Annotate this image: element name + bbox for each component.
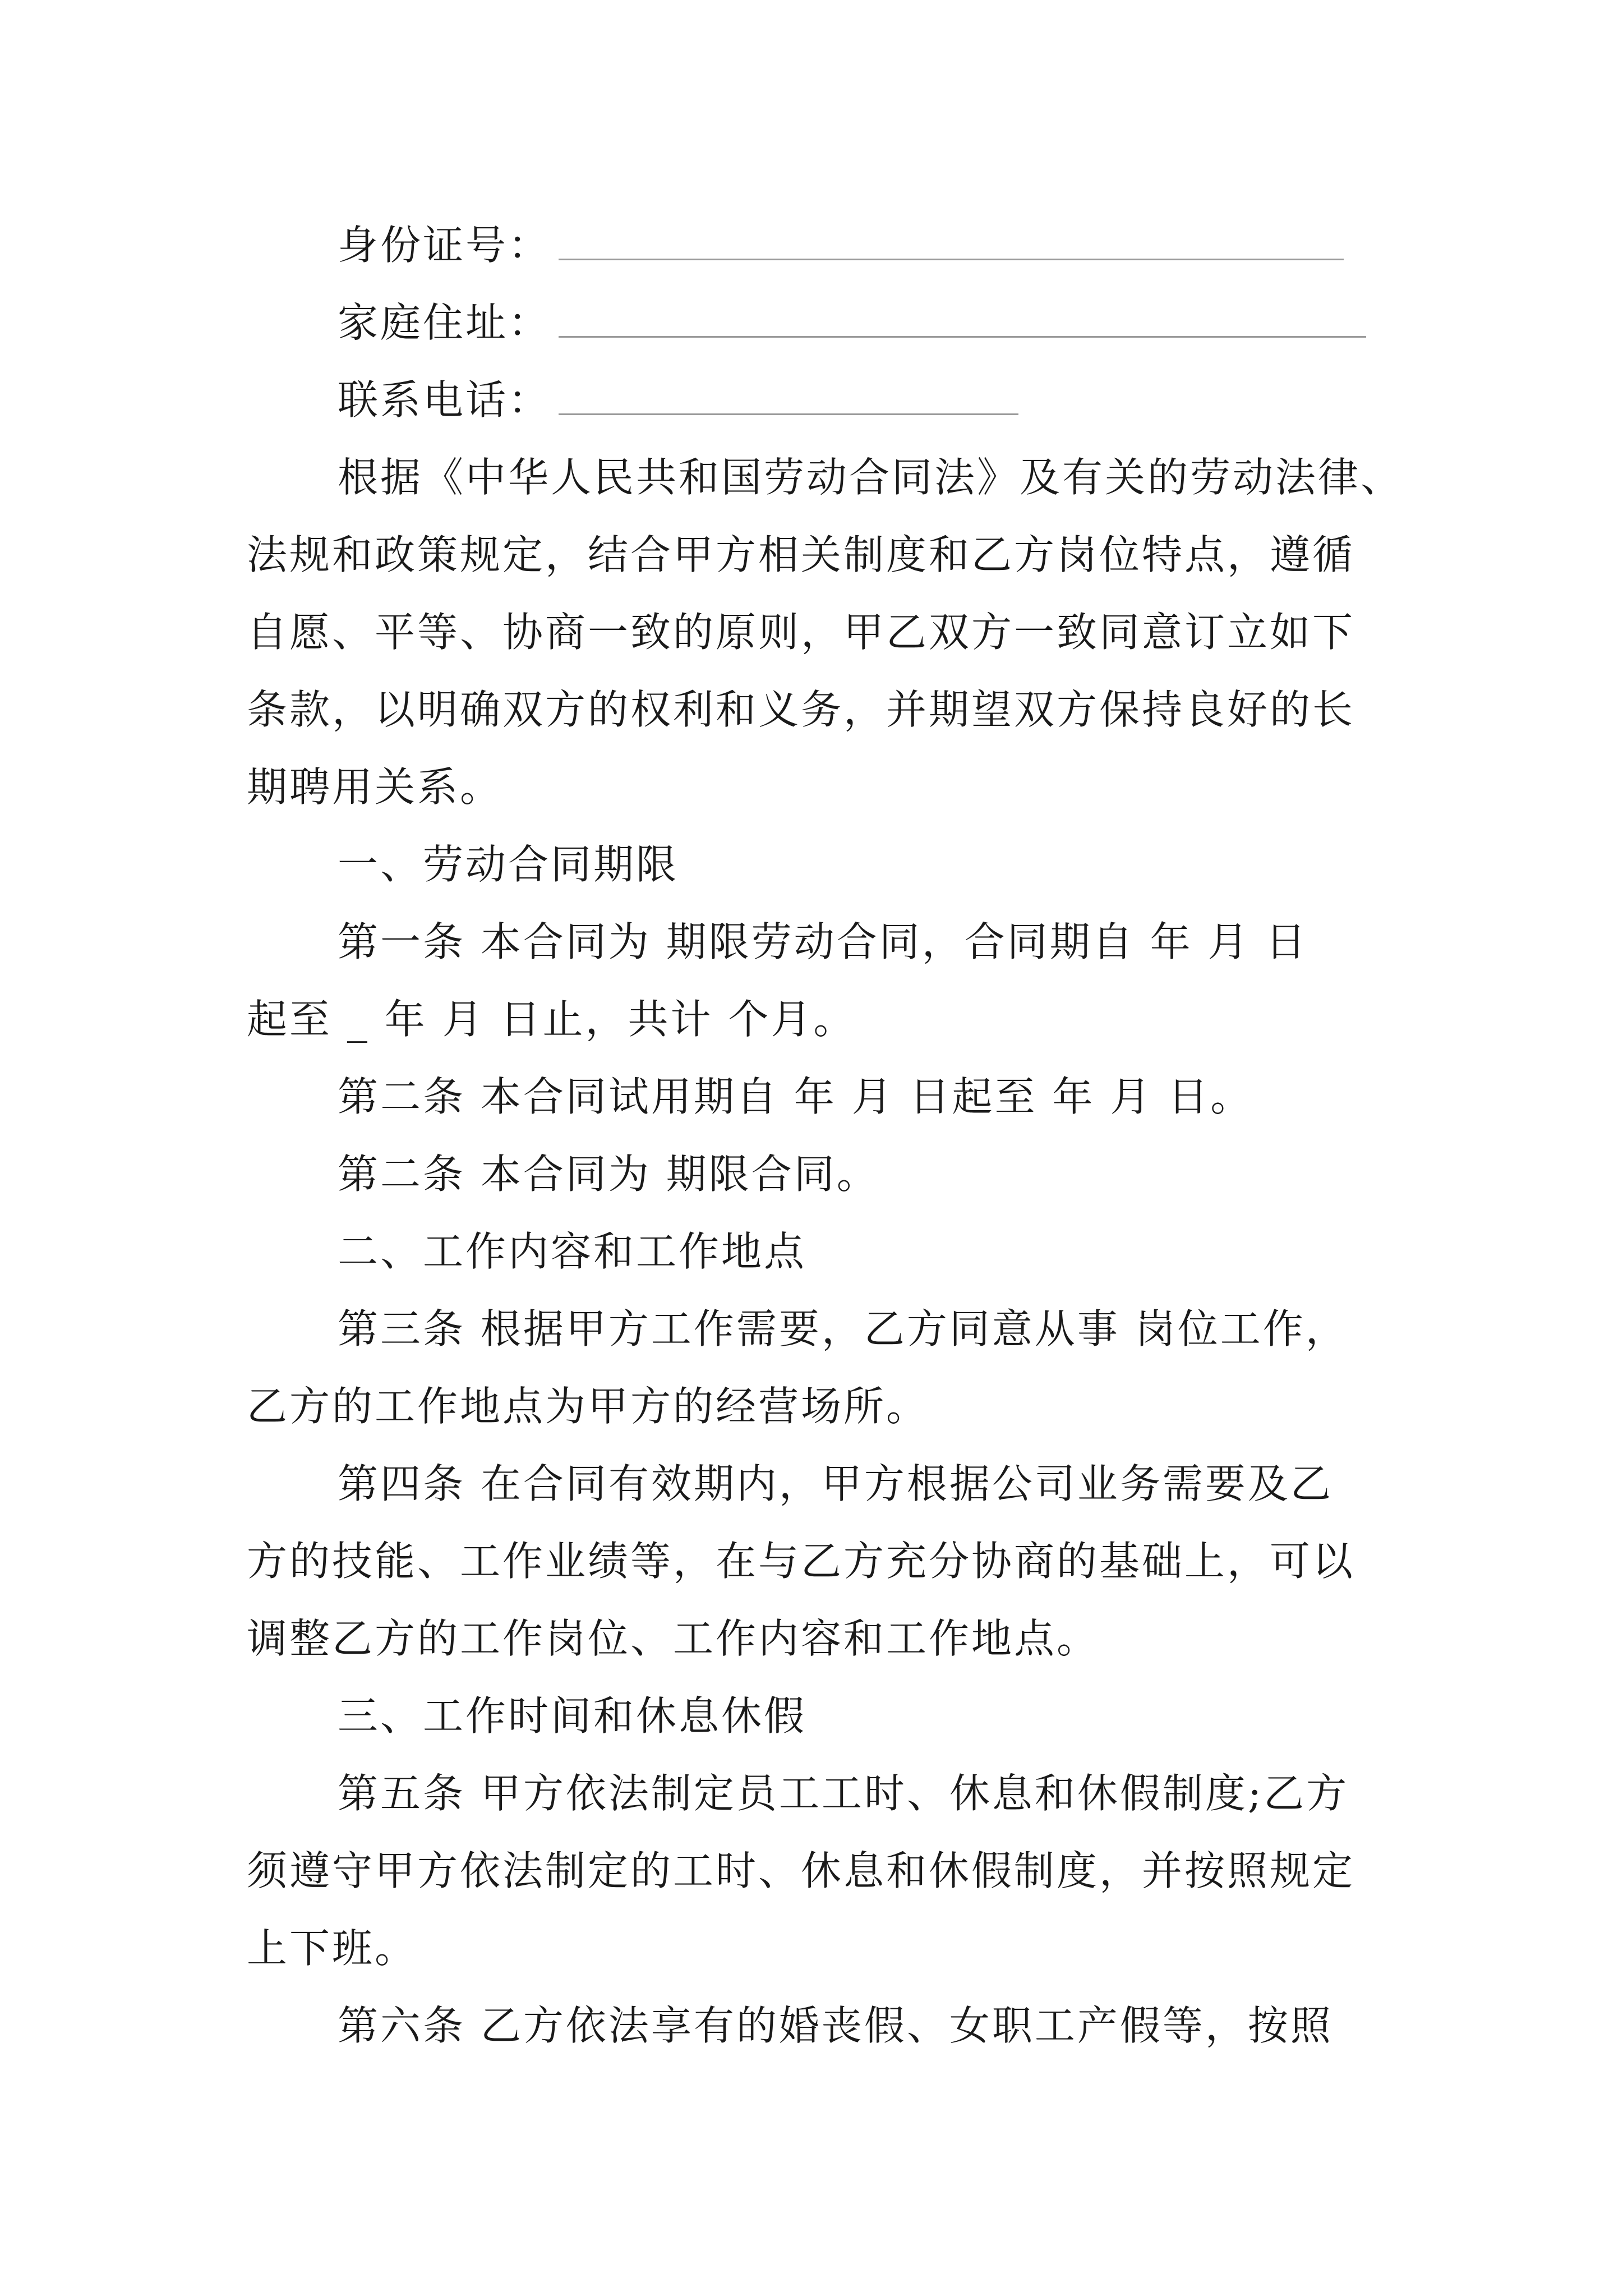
intro-line-3: 自愿、平等、协商一致的原则，甲乙双方一致同意订立如下 — [247, 609, 1355, 656]
article-4-line-1: 第四条 在合同有效期内，甲方根据公司业务需要及乙 — [338, 1460, 1333, 1507]
home-address-field — [338, 297, 1366, 348]
article-2b-line: 第二条 本合同为 期限合同。 — [338, 1151, 879, 1198]
article-5-line-2: 须遵守甲方依法制定的工时、休息和休假制度，并按照规定 — [247, 1847, 1355, 1894]
article-4-line-2: 方的技能、工作业绩等，在与乙方充分协商的基础上，可以 — [247, 1538, 1355, 1585]
phone-blank[interactable] — [559, 413, 1018, 415]
intro-line-5: 期聘用关系。 — [247, 763, 503, 811]
id-number-field — [338, 220, 1344, 270]
article-4-line-3: 调整乙方的工作岗位、工作内容和工作地点。 — [247, 1615, 1100, 1662]
section-heading-3: 三、工作时间和休息休假 — [338, 1692, 807, 1740]
phone-label: 联系电话： — [338, 376, 551, 424]
phone-field — [338, 375, 1018, 425]
intro-line-1: 根据《中华人民共和国劳动合同法》及有关的劳动法律、 — [338, 454, 1404, 501]
article-5-line-1: 第五条 甲方依法制定员工工时、休息和休假制度;乙方 — [338, 1770, 1349, 1817]
home-address-label: 家庭住址： — [338, 299, 551, 346]
section-heading-1: 一、劳动合同期限 — [338, 841, 679, 888]
article-3-line-1: 第三条 根据甲方工作需要，乙方同意从事 岗位工作， — [338, 1305, 1348, 1352]
id-number-blank[interactable] — [559, 259, 1344, 260]
intro-line-2: 法规和政策规定，结合甲方相关制度和乙方岗位特点，遵循 — [247, 531, 1355, 578]
article-2-line: 第二条 本合同试用期自 年 月 日起至 年 月 日。 — [338, 1073, 1253, 1120]
intro-line-4: 条款，以明确双方的权利和义务，并期望双方保持良好的长 — [247, 686, 1355, 733]
article-1-line-2: 起至 _ 年 月 日止，共计 个月。 — [247, 996, 856, 1043]
home-address-blank[interactable] — [559, 336, 1366, 338]
article-6-line-1: 第六条 乙方依法享有的婚丧假、女职工产假等，按照 — [338, 2002, 1333, 2049]
section-heading-2: 二、工作内容和工作地点 — [338, 1228, 807, 1275]
article-5-line-3: 上下班。 — [247, 1925, 418, 1972]
article-1-line-1: 第一条 本合同为 期限劳动合同，合同期自 年 月 日 — [338, 918, 1308, 965]
article-3-line-2: 乙方的工作地点为甲方的经营场所。 — [247, 1383, 929, 1430]
id-number-label: 身份证号： — [338, 222, 551, 269]
